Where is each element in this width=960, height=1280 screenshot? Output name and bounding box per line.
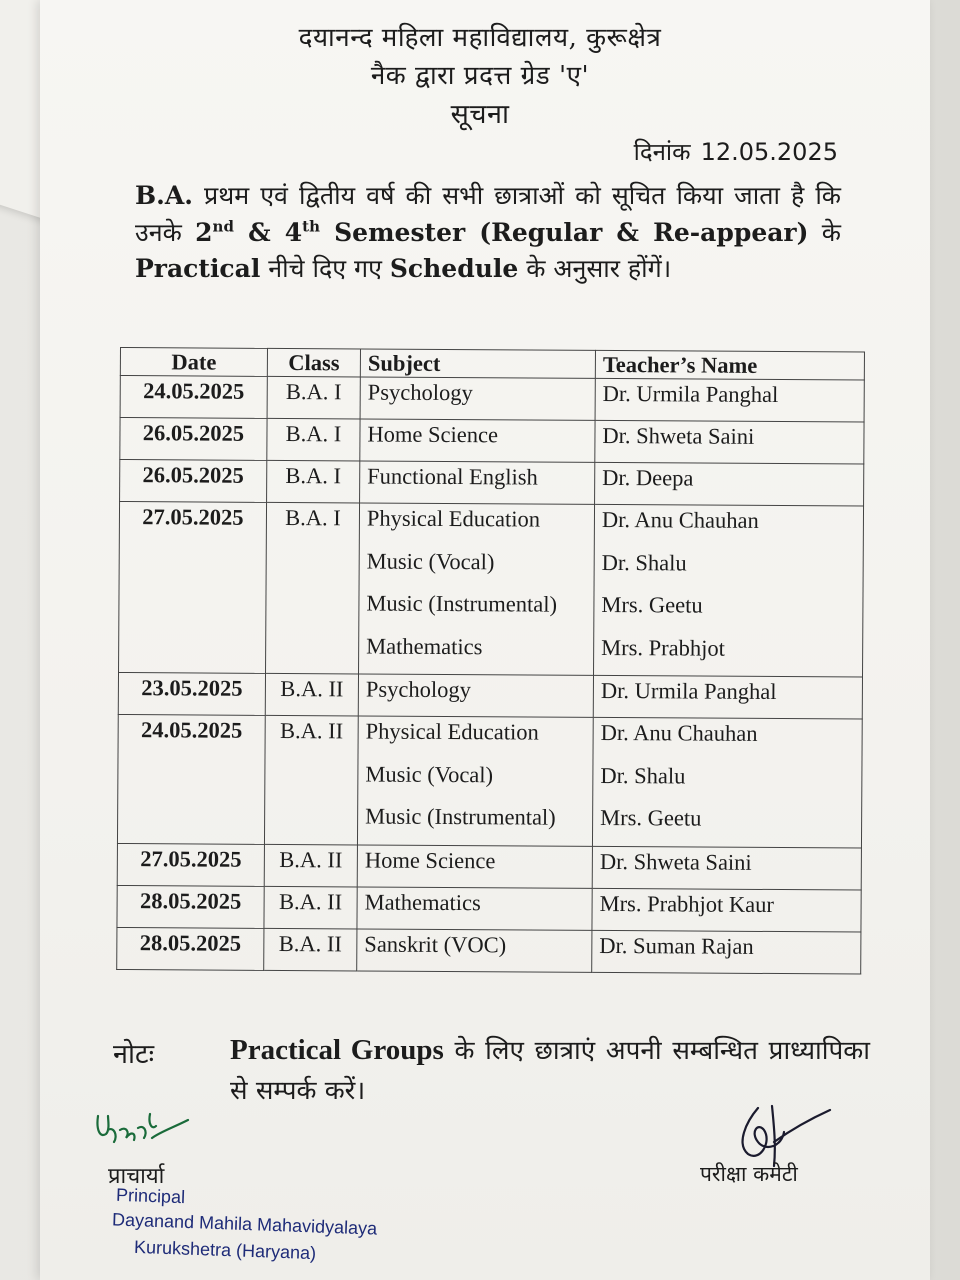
intro-schedule: Schedule (389, 254, 519, 283)
row-class: B.A. II (264, 844, 357, 887)
row-teachers (592, 717, 862, 847)
subject-name: Psychology (367, 379, 473, 406)
intro-sup-nd: nd (212, 217, 234, 236)
practical-schedule-table (116, 347, 865, 974)
header-date: Date (120, 348, 267, 377)
row-class: B.A. II (264, 886, 357, 929)
teacher-name: Dr. Anu Chauhan (601, 506, 759, 533)
teacher-name: Mrs. Geetu (600, 804, 702, 831)
teacher-name: Mrs. Prabhjot Kaur (599, 890, 775, 917)
row-date: 26.05.2025 (120, 418, 267, 461)
naac-grade-line: नैक द्वारा प्रदत्त ग्रेड 'ए' (370, 61, 590, 91)
row-class: B.A. I (267, 418, 360, 461)
subject-name: Music (Instrumental) (365, 803, 556, 830)
subject-name: Sanskrit (VOC) (364, 931, 507, 957)
intro-paragraph (135, 178, 841, 288)
note-practical-groups: Practical Groups (230, 1034, 444, 1066)
row-class: B.A. II (264, 715, 358, 844)
note-body: के लिए छात्राएं अपनी सम्बन्धित प्राध्यापिका से सम्पर्क करें। (230, 1036, 870, 1106)
row-date: 28.05.2025 (117, 927, 264, 970)
date-value: 12.05.2025 (700, 138, 838, 166)
row-teachers (592, 930, 861, 974)
college-name: दयानन्द महिला महाविद्यालय, कुरूक्षेत्र (298, 23, 662, 53)
row-class: B.A. I (267, 376, 360, 419)
note-label: नोटः (113, 1039, 155, 1070)
row-date: 28.05.2025 (117, 885, 264, 928)
subject-name: Physical Education (366, 505, 541, 532)
row-subjects (357, 844, 592, 887)
teacher-name: Dr. Anu Chauhan (600, 719, 758, 746)
notice-date (634, 135, 838, 168)
row-subjects (360, 419, 595, 462)
row-teachers (592, 888, 861, 932)
subject-name: Mathematics (364, 889, 481, 915)
header-teacher: Teacher’s Name (595, 350, 864, 380)
teacher-name: Dr. Shweta Saini (602, 422, 755, 449)
row-date: 24.05.2025 (120, 376, 267, 419)
teacher-name: Dr. Deepa (602, 464, 694, 491)
row-date: 26.05.2025 (120, 460, 267, 503)
header-subject: Subject (360, 349, 595, 378)
intro-text-3: नीचे दिए गए (260, 254, 390, 283)
subject-name: Home Science (364, 847, 496, 873)
teacher-name: Mrs. Geetu (601, 591, 703, 618)
row-class: B.A. I (267, 460, 360, 503)
row-teachers (595, 462, 864, 506)
principal-hindi-label: प्राचार्या (108, 1164, 165, 1189)
teacher-name: Mrs. Prabhjot (601, 634, 726, 661)
table-row (119, 502, 864, 678)
intro-sem2: 2 (195, 217, 213, 247)
row-class: B.A. II (264, 928, 357, 971)
row-subjects (359, 503, 595, 675)
row-subjects (357, 716, 593, 846)
row-subjects (357, 886, 592, 929)
exam-committee-label: परीक्षा कमेटी (700, 1162, 798, 1186)
row-subjects (360, 377, 595, 420)
intro-sup-th: th (302, 217, 321, 236)
intro-text-2: के (808, 217, 841, 247)
table-body (117, 376, 865, 974)
stamp-college: Dayanand Mahila Mahavidyalaya (111, 1209, 378, 1239)
table-row (117, 843, 861, 890)
table-row (118, 672, 862, 719)
intro-text-4: के अनुसार होंगें। (518, 254, 672, 283)
subject-name: Functional English (367, 463, 538, 490)
subject-name: Music (Vocal) (365, 761, 494, 787)
subject-name: Music (Instrumental) (366, 590, 558, 617)
date-label: दिनांक (633, 138, 691, 166)
stamp-place: Kurukshetra (Haryana) (133, 1236, 317, 1264)
teacher-name: Dr. Urmila Panghal (600, 677, 777, 705)
table-row (117, 885, 861, 932)
table-row (120, 376, 864, 423)
teacher-name: Dr. Urmila Panghal (602, 380, 779, 408)
row-date: 24.05.2025 (117, 714, 265, 843)
subject-name: Music (Vocal) (366, 548, 495, 574)
stamp-principal: Principal (115, 1184, 186, 1208)
intro-text-1: प्रथम एवं द्वितीय वर्ष की सभी छात्राओं को सूचित किया जाता है कि उनके (135, 181, 841, 247)
note-text (230, 1030, 870, 1111)
teacher-name: Dr. Shalu (600, 762, 686, 788)
table-header-row (120, 348, 864, 381)
subject-name: Mathematics (366, 633, 483, 659)
table-row (120, 460, 864, 507)
principal-signature (92, 1108, 192, 1168)
row-teachers (593, 675, 862, 719)
subject-name: Physical Education (365, 718, 539, 745)
intro-amp: & (233, 217, 285, 247)
notice-title: सूचना (450, 99, 510, 130)
row-date: 27.05.2025 (117, 843, 264, 886)
row-date: 27.05.2025 (119, 502, 267, 674)
row-subjects (360, 461, 595, 504)
row-subjects (357, 928, 592, 971)
subject-name: Psychology (365, 676, 472, 703)
header-class: Class (267, 348, 360, 377)
row-subjects (358, 674, 593, 717)
table-row (117, 714, 862, 847)
row-class: B.A. I (266, 502, 360, 674)
row-class: B.A. II (265, 673, 358, 716)
table-row (120, 418, 864, 465)
row-teachers (594, 504, 864, 677)
row-teachers (592, 846, 861, 890)
row-teachers (595, 420, 864, 464)
teacher-name: Dr. Shweta Saini (599, 848, 752, 875)
row-date: 23.05.2025 (118, 672, 265, 715)
row-teachers (595, 378, 864, 422)
intro-ba: B.A. (135, 181, 193, 210)
teacher-name: Dr. Shalu (601, 549, 687, 575)
intro-semester: Semester (Regular & Re-appear) (320, 217, 809, 247)
subject-name: Home Science (367, 421, 499, 448)
teacher-name: Dr. Suman Rajan (599, 932, 754, 959)
table-row (117, 927, 861, 974)
intro-sem4: 4 (284, 217, 303, 247)
intro-practical: Practical (135, 254, 261, 283)
